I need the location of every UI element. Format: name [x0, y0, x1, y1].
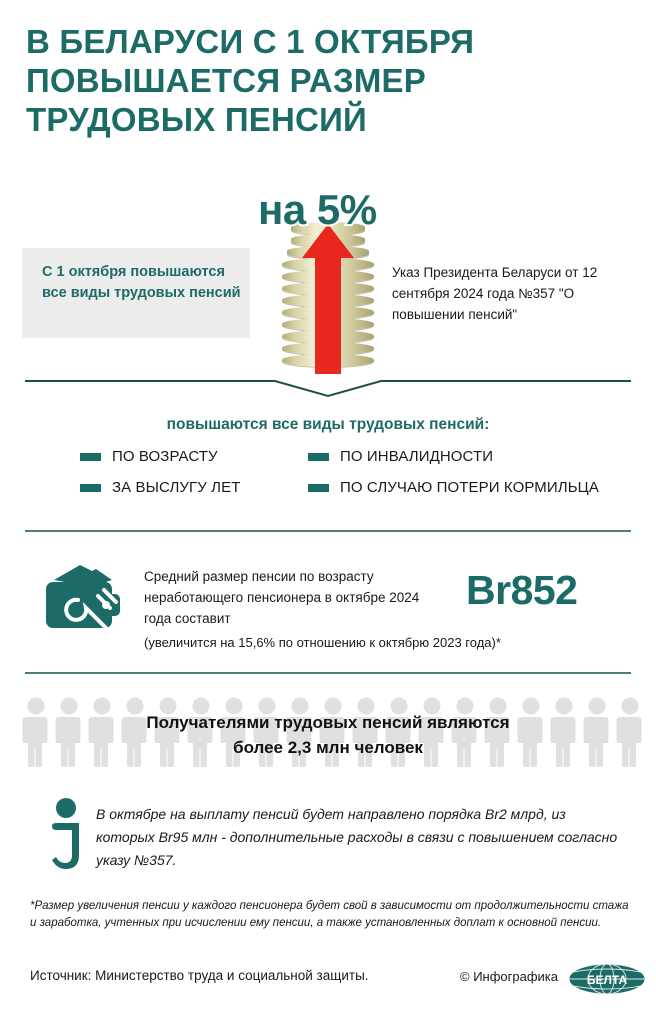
footnote-text: *Размер увеличения пенсии у каждого пенсионера будет свой в зависимости от продолжительности стажа и заработка, учтенных при исчислении ему пенсии, а также установленных доплат к основной пенсии.: [30, 900, 629, 929]
bullet-dash-icon: [80, 453, 101, 461]
decree-text: Указ Президента Беларуси от 12 сентября 2024 года №357 "О повышении пенсий": [392, 265, 598, 322]
pension-type-item: [80, 448, 308, 465]
pension-type-label: ПО ВОЗРАСТУ: [112, 448, 218, 465]
coin-stack-icon: [282, 222, 374, 374]
title-line-3: ТРУДОВЫХ ПЕНСИЙ: [26, 101, 367, 138]
average-pension-text: Средний размер пенсии по возрасту неработающего пенсионера в октябре 2024 года составит: [144, 569, 420, 626]
pension-types-list: [80, 448, 620, 510]
belta-logo: [567, 962, 647, 996]
pension-type-row: [80, 448, 620, 465]
recipients-text: [0, 710, 656, 760]
average-pension-subtext: (увеличится на 15,6% по отношению к октябрю 2023 года)*: [144, 635, 501, 650]
pension-type-item: [308, 448, 493, 465]
title-line-1: В БЕЛАРУСИ С 1 ОКТЯБРЯ: [26, 23, 475, 60]
bullet-dash-icon: [308, 453, 329, 461]
arrow-up-shaft: [315, 242, 341, 374]
callout-box: [22, 248, 250, 338]
pension-type-label: ПО СЛУЧАЮ ПОТЕРИ КОРМИЛЬЦА: [340, 479, 599, 496]
pension-type-label: ЗА ВЫСЛУГУ ЛЕТ: [112, 479, 241, 496]
percent-increase-label: на 5%: [258, 186, 377, 233]
pension-type-item: [80, 479, 308, 496]
bullet-dash-icon: [308, 484, 329, 492]
info-note-text: В октябре на выплату пенсий будет направлено порядка Br2 млрд, из которых Br95 млн - дополнительные расходы в связи с повышением согласно указу №357.: [96, 806, 618, 868]
chevron-divider: [25, 378, 631, 400]
credit-text: © Инфографика: [460, 969, 559, 984]
belta-logo-text: БЕЛТА: [586, 973, 628, 987]
recipients-line-2: более 2,3 млн человек: [233, 738, 423, 757]
title-line-2: ПОВЫШАЕТСЯ РАЗМЕР: [26, 62, 426, 99]
pension-type-item: [308, 479, 599, 496]
pension-type-row: [80, 479, 620, 496]
page-title: [26, 22, 630, 139]
recipients-line-1: Получателями трудовых пенсий являются: [146, 713, 510, 732]
source-text: Источник: Министерство труда и социальной защиты.: [30, 968, 369, 983]
section-divider: [25, 530, 631, 532]
pension-type-label: ПО ИНВАЛИДНОСТИ: [340, 448, 494, 465]
average-pension-amount: Br852: [466, 567, 578, 613]
bullet-dash-icon: [80, 484, 101, 492]
section-divider: [25, 672, 631, 674]
pension-types-heading: повышаются все виды трудовых пенсий:: [166, 416, 490, 433]
info-i-icon: [42, 797, 86, 871]
callout-text: С 1 октября повышаются все виды трудовых пенсий: [42, 264, 241, 301]
wallet-tools-icon: [40, 560, 126, 638]
